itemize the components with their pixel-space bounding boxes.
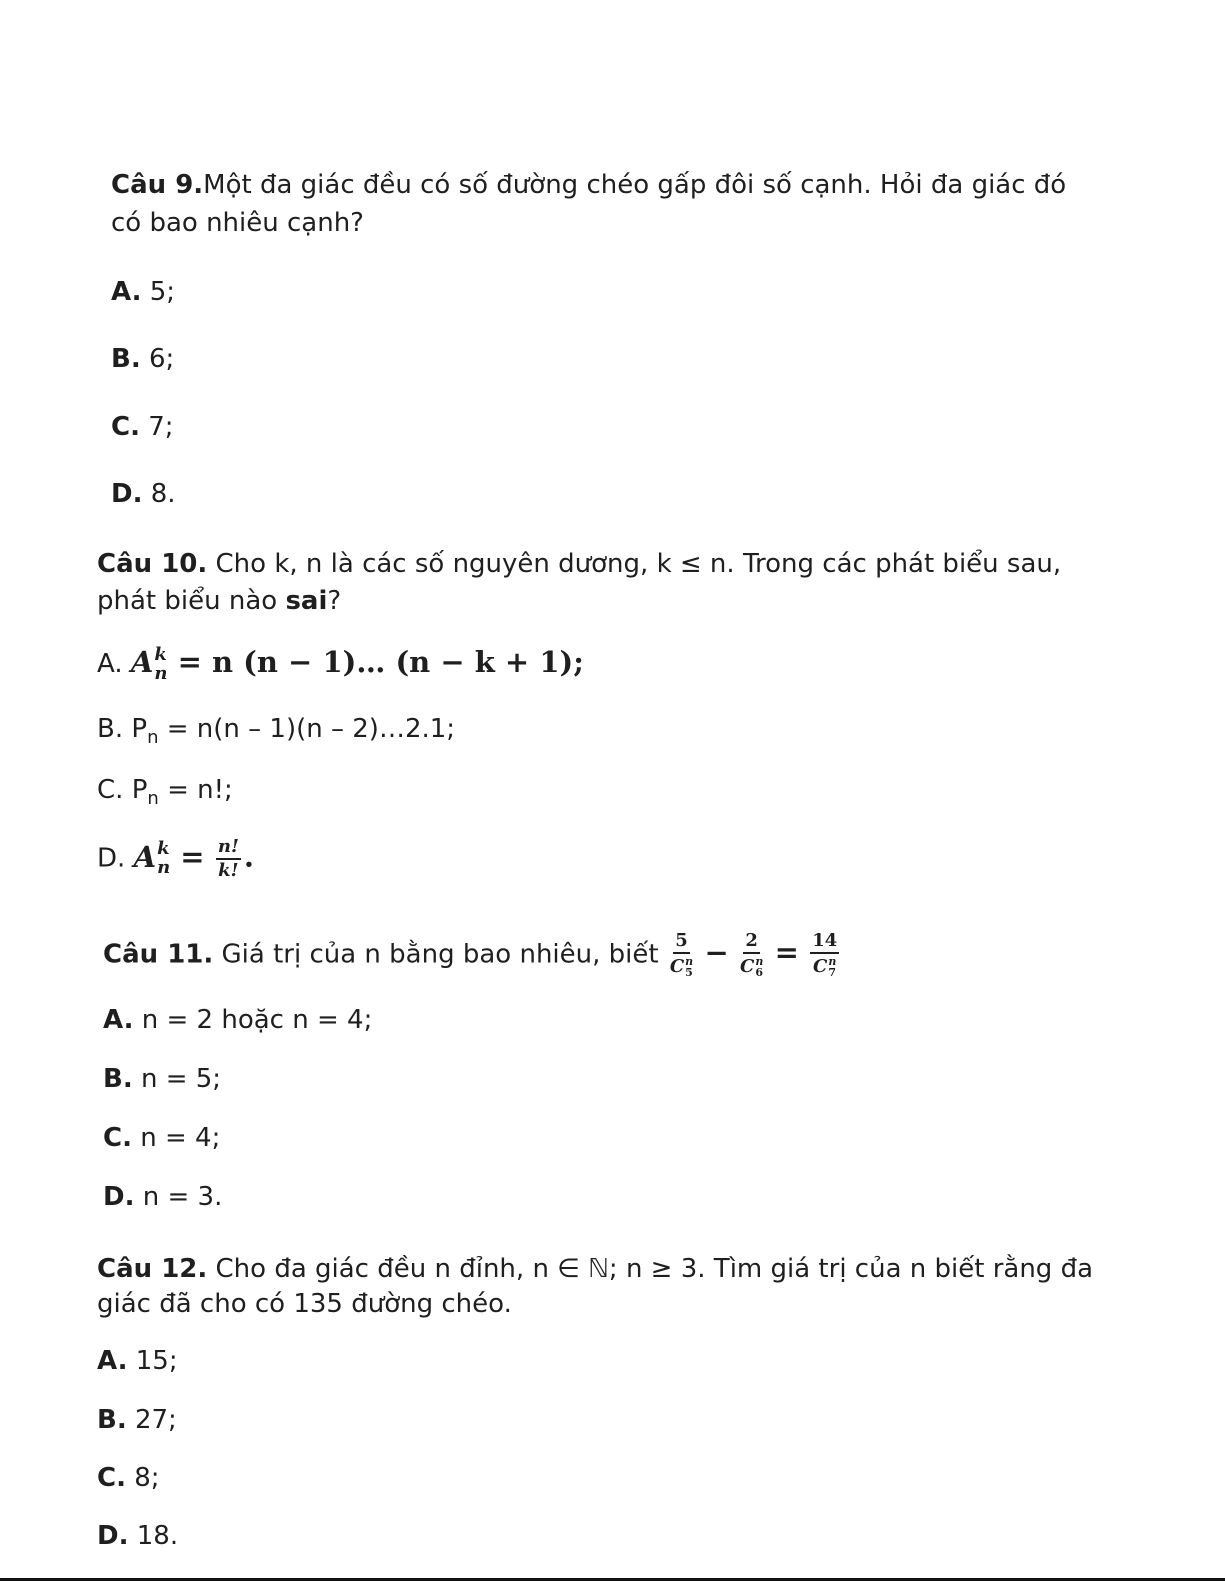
question-11-label: Câu 11. (103, 939, 214, 970)
page-bottom-rule (0, 1578, 1225, 1581)
question-12-line1 (97, 1252, 1093, 1286)
formula-b: $P_n = n(n - 1)(n$ – 2)…2.1; (131, 714, 456, 748)
q9-option-c[interactable]: C. 7; (111, 412, 174, 442)
q11-option-a[interactable]: A. n = 2 hoặc n = 4; (103, 1005, 373, 1035)
question-11-text: Giá trị của n bằng bao nhiêu, biết (221, 939, 659, 970)
q11-option-d[interactable]: D. n = 3. (103, 1182, 223, 1212)
question-10-text: Cho k, n là các số nguyên dương, k ≤ n. Trong các phát biểu sau, (215, 549, 1062, 579)
q12-option-d[interactable]: D. 18. (97, 1521, 179, 1551)
q10-option-b[interactable]: B. $P_n = n(n - 1)(n$ – 2)…2.1; (97, 714, 456, 748)
question-9-text: Một đa giác đều có số đường chéo gấp đôi số cạnh. Hỏi đa giác đó (203, 170, 1067, 200)
fraction-n-over-k: $\frac{n!}{k!}$ (217, 836, 239, 881)
formula-d: A k n = (133, 838, 205, 878)
question-12-label: Câu 12. (97, 1254, 208, 1284)
question-9-line2: có bao nhiêu cạnh? (111, 208, 364, 238)
formula-c: $P_n = n$!; (131, 775, 233, 809)
q9-option-a[interactable]: A. 5; (111, 277, 176, 307)
q11-option-c[interactable]: C. n = 4; (103, 1123, 221, 1153)
question-10-label: Câu 10. (97, 549, 208, 579)
q12-option-b[interactable]: B. 27; (97, 1405, 177, 1435)
question-12-text: Cho đa giác đều n đỉnh, n ∈ ℕ; n ≥ 3. Tìm giá trị của n biết rằng đa (215, 1254, 1094, 1284)
fraction-3: 14 C n 7 (812, 930, 838, 979)
q10-option-d[interactable]: D. A k n = $\frac{n!}{k!}$ . (97, 836, 254, 881)
q11-option-b[interactable]: B. n = 5; (103, 1064, 222, 1094)
q12-option-a[interactable]: A. 15; (97, 1346, 178, 1376)
fraction-1: 5 C n 5 (669, 930, 694, 979)
q9-option-b[interactable]: B. 6; (111, 344, 175, 374)
question-11-line1: Câu 11. Giá trị của n bằng bao nhiêu, biết 5 C n 5 − 2 C n 6 = 14 C n 7 (103, 930, 838, 979)
question-9-label: Câu 9. (111, 170, 204, 200)
question-10-line1 (97, 547, 1061, 581)
question-9-line1 (111, 168, 1066, 202)
q9-option-d[interactable]: D. 8. (111, 479, 176, 509)
q12-option-c[interactable]: C. 8; (97, 1463, 160, 1493)
q10-option-c[interactable]: C. $P_n = n$!; (97, 775, 233, 809)
keyword-sai: sai (285, 586, 328, 616)
formula-a: A k n = n (n − 1)… (n − k + 1); (130, 643, 584, 684)
q10-option-a[interactable]: A. A k n = n (n − 1)… (n − k + 1); (97, 643, 584, 684)
fraction-2: 2 C n 6 (740, 930, 764, 979)
question-10-line2: phát biểu nào sai? (97, 586, 342, 616)
question-12-line2: giác đã cho có 135 đường chéo. (97, 1289, 512, 1319)
